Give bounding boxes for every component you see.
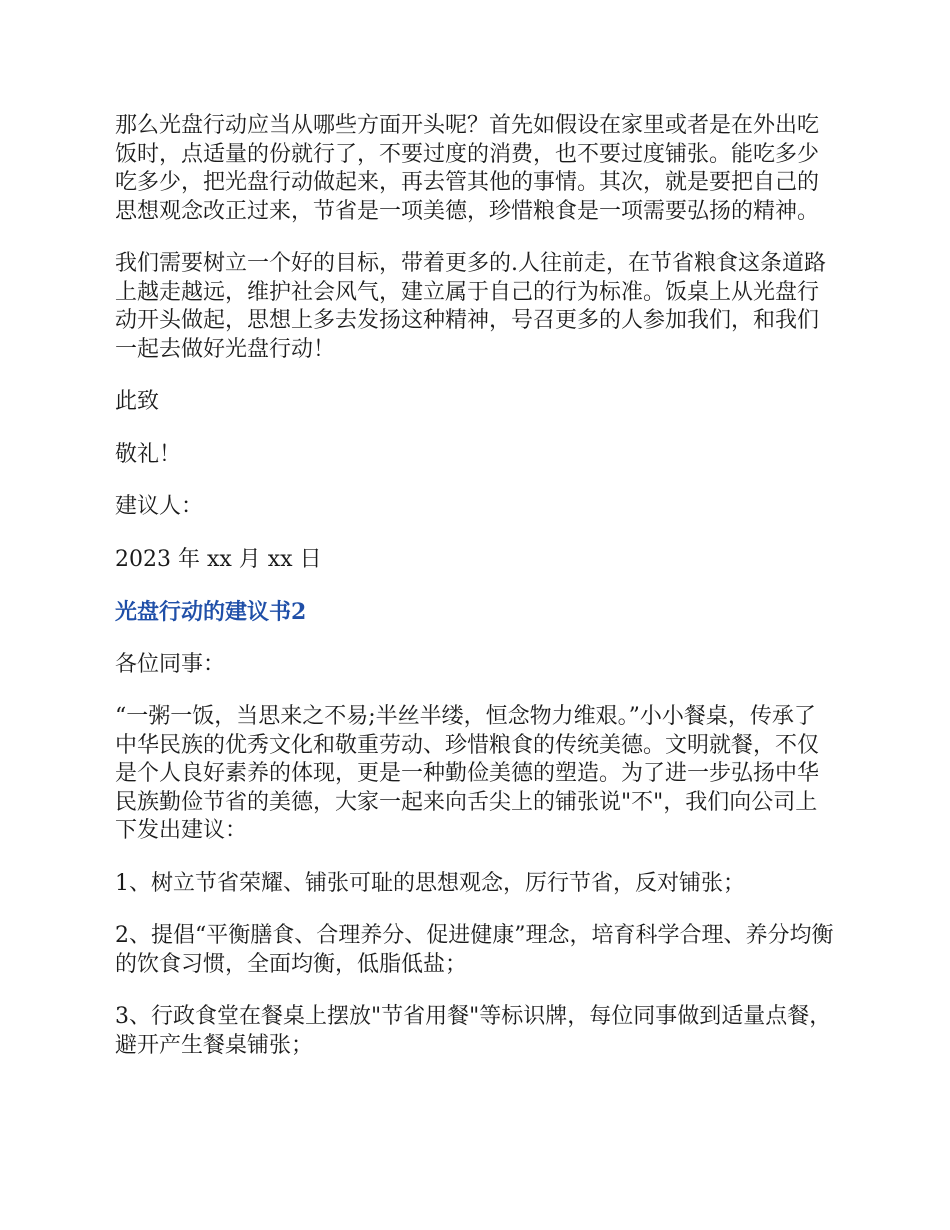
list-item: 3、行政食堂在餐桌上摆放"节省用餐"等标识牌，每位同事做到适量点餐，避开产生餐桌铺张； [115, 1004, 832, 1058]
body-paragraph-2: 我们需要树立一个好的目标，带着更多的.人往前走，在节省粮食这条道路上越走越远，维护社会风气，建立属于自己的行为标准。饭桌上从光盘行动开头做起，思想上多去发扬这种精神，号召更多的人参加我们，和我们一起去做好光盘行动！ [115, 251, 826, 362]
closing-line: 此致 [115, 389, 160, 414]
intro-paragraph: “一粥一饭，当思来之不易;半丝半缕，恒念物力维艰。”小小餐桌，传承了中华民族的优秀文化和敬重劳动、珍惜粮食的传统美德。文明就餐，不仅是个人良好素养的体现，更是一种勤俭美德的塑造。为了进一步弘扬中华民族勤俭节省的美德，大家一起来向舌尖上的铺张说"不"，我们向公司上下发出建议： [115, 704, 820, 843]
list-item: 1、树立节省荣耀、铺张可耻的思想观念，厉行节省，反对铺张； [115, 870, 745, 896]
document-page [115, 112, 837, 1084]
proposer-line: 建议人： [115, 494, 204, 519]
body-paragraph-1: 那么光盘行动应当从哪些方面开头呢？首先如假设在家里或者是在外出吃饭时，点适量的份就行了，不要过度的消费，也不要过度铺张。能吃多少吃多少，把光盘行动做起来，再去管其他的事情。其次，就是要把自己的思想观念改正过来，节省是一项美德，珍惜粮食是一项需要弘扬的精神。 [115, 113, 820, 224]
section-title: 光盘行动的建议书2 [115, 599, 307, 625]
date-line: 2023 年 xx 月 xx 日 [115, 546, 322, 572]
list-item: 2、提倡“平衡膳食、合理养分、促进健康”理念，培育科学合理、养分均衡的饮食习惯，全面均衡，低脂低盐； [115, 923, 834, 977]
greeting-line: 各位同事： [115, 651, 226, 677]
salute-line: 敬礼！ [115, 441, 182, 467]
